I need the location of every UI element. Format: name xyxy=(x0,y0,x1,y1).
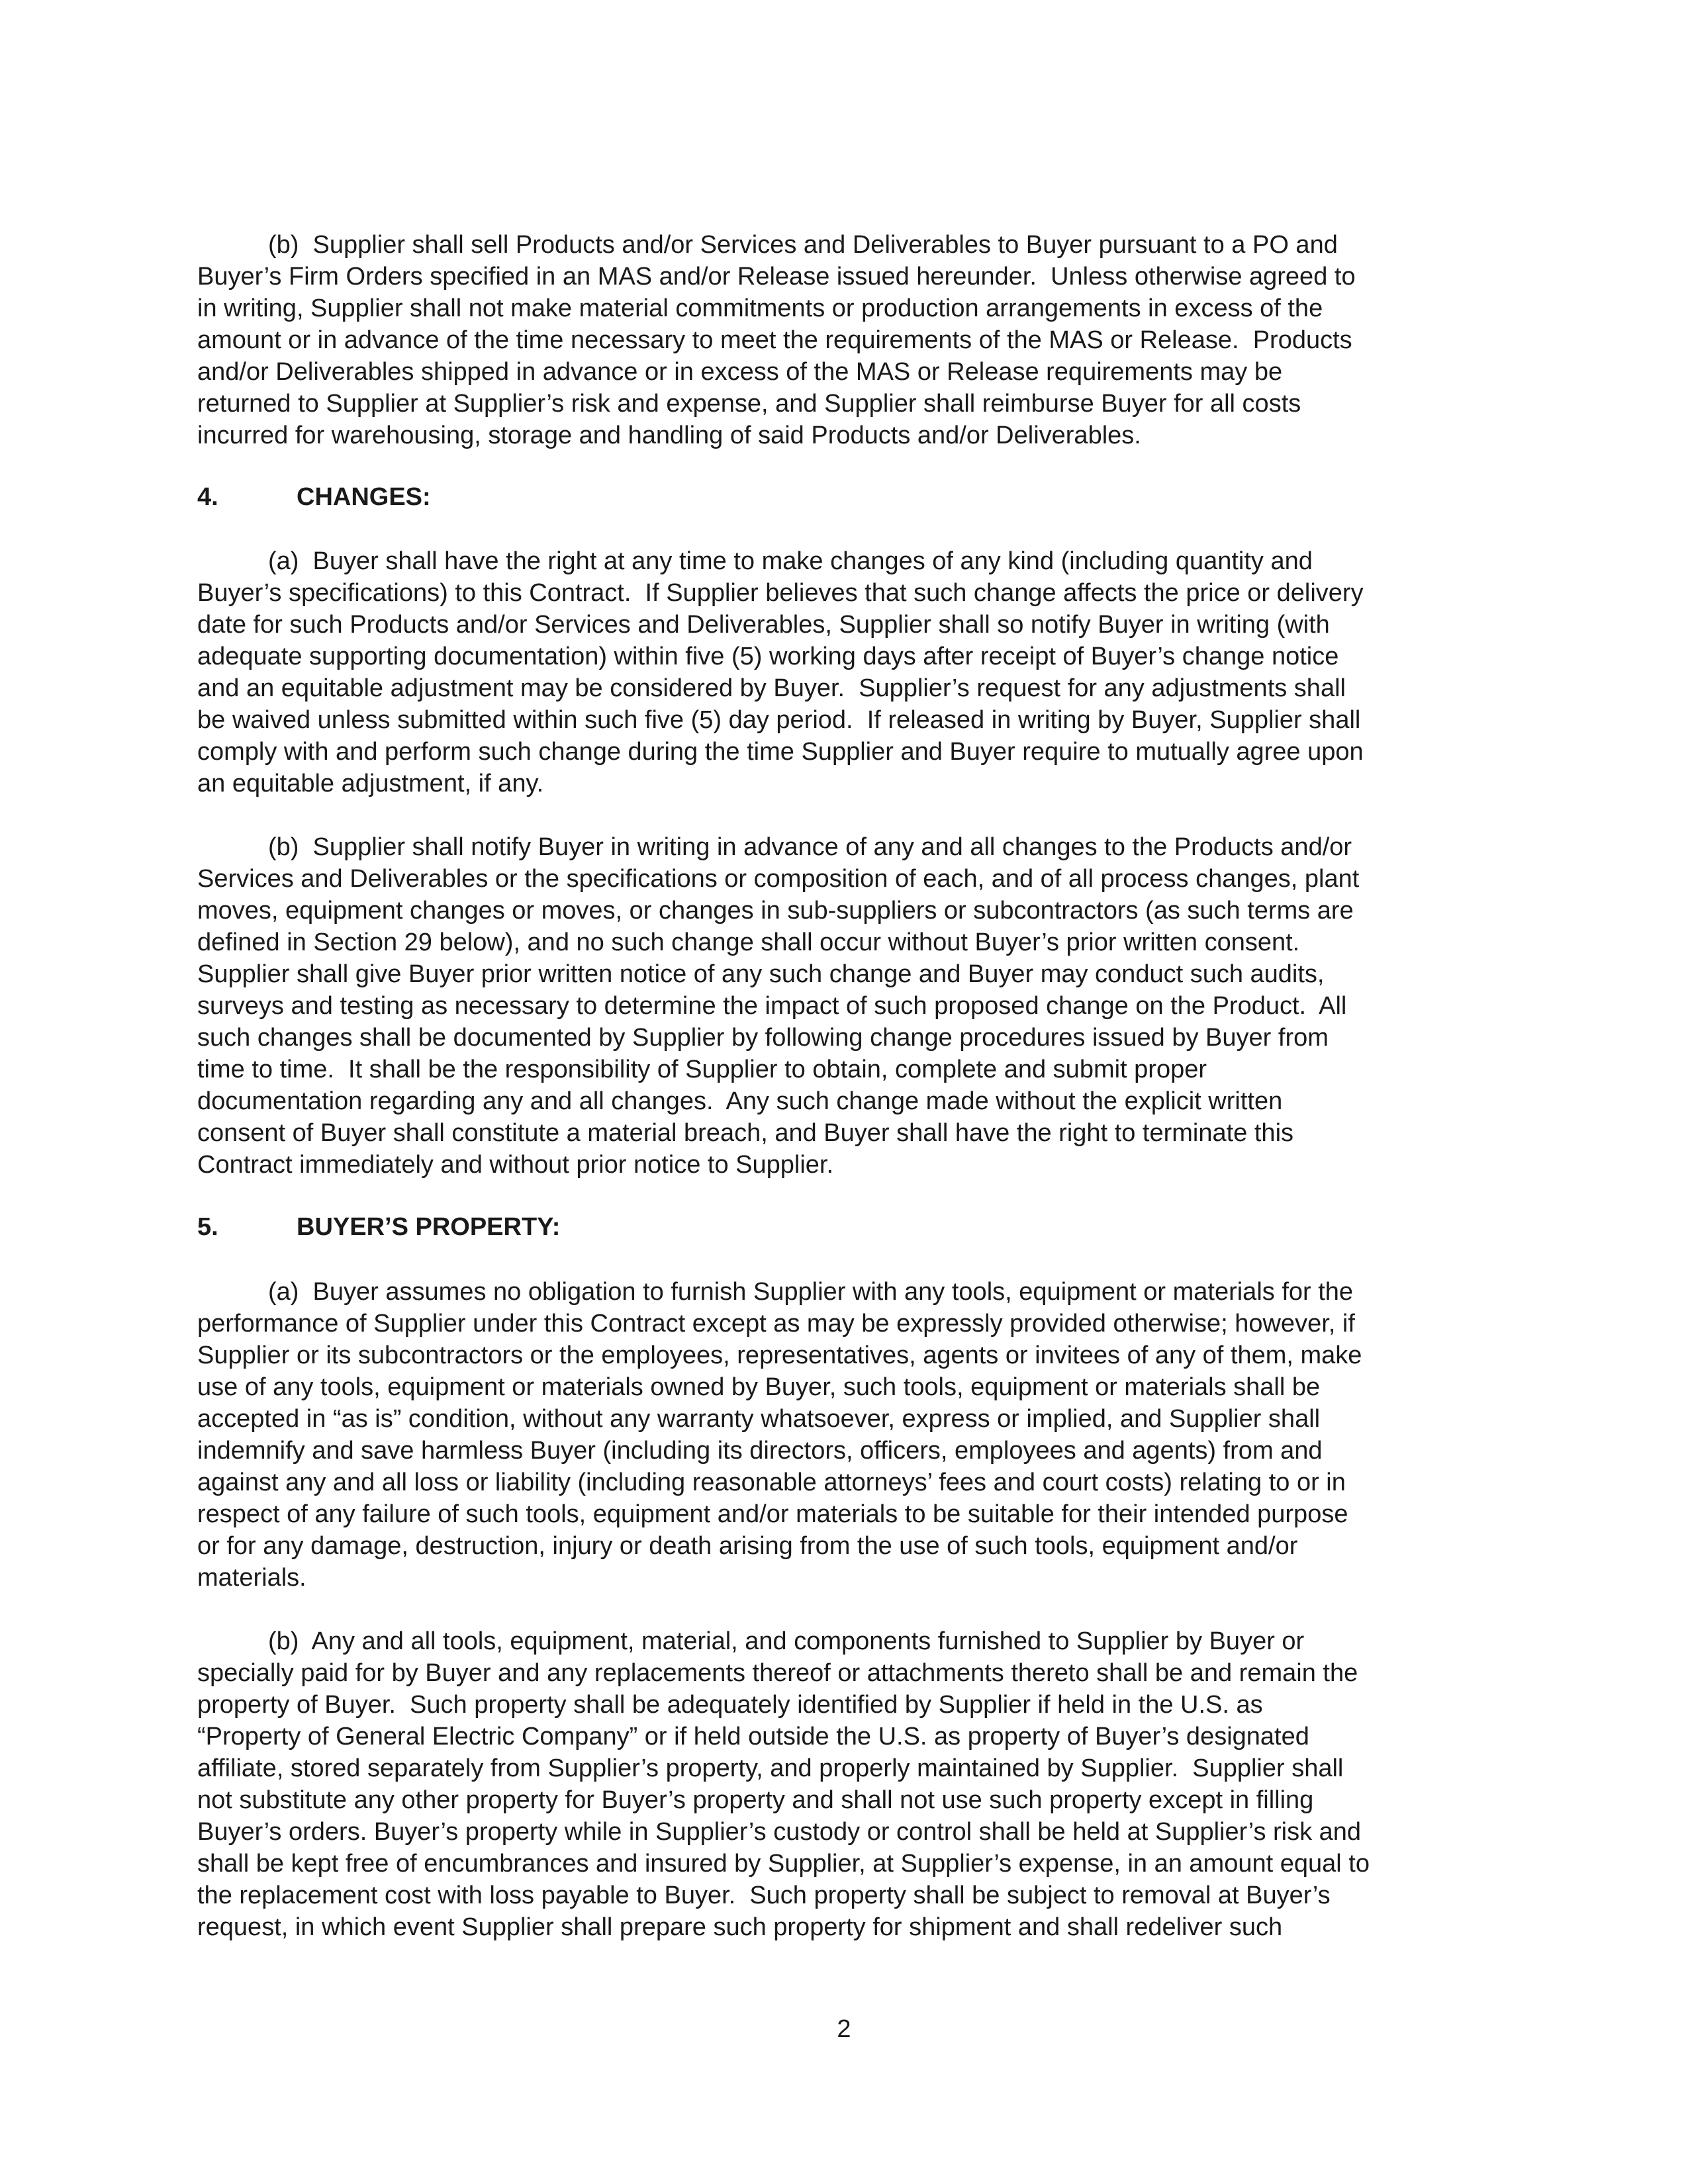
paragraph-line: (a) Buyer shall have the right at any time to make changes of any kind (including quantity and xyxy=(268,547,1313,575)
paragraph-line: comply with and perform such change during the time Supplier and Buyer require to mutually agree upon xyxy=(197,738,1364,766)
paragraph-line: (b) Supplier shall notify Buyer in writing in advance of any and all changes to the Products and/or xyxy=(268,833,1352,861)
paragraph-line: indemnify and save harmless Buyer (including its directors, officers, employees and agents) from and xyxy=(197,1437,1323,1465)
paragraph-line: (a) Buyer assumes no obligation to furnish Supplier with any tools, equipment or materials for the xyxy=(268,1278,1354,1306)
paragraph-line: moves, equipment changes or moves, or changes in sub-suppliers or subcontractors (as such terms are xyxy=(197,897,1354,925)
paragraph-line: returned to Supplier at Supplier’s risk and expense, and Supplier shall reimburse Buyer for all costs xyxy=(197,390,1301,418)
paragraph-line: defined in Section 29 below), and no such change shall occur without Buyer’s prior written consent. xyxy=(197,929,1300,956)
paragraph-line: affiliate, stored separately from Supplier’s property, and properly maintained by Supplier. Supplier shall xyxy=(197,1754,1344,1782)
paragraph-line: performance of Supplier under this Contract except as may be expressly provided otherwise; however, if xyxy=(197,1310,1355,1338)
paragraph-line: date for such Products and/or Services and Deliverables, Supplier shall so notify Buyer in writing (with xyxy=(197,611,1330,639)
paragraph-line: use of any tools, equipment or materials owned by Buyer, such tools, equipment or materials shall be xyxy=(197,1373,1321,1401)
page-number: 2 xyxy=(837,2015,851,2043)
paragraph-line: or for any damage, destruction, injury or death arising from the use of such tools, equipment and/or xyxy=(197,1532,1298,1560)
paragraph-line: materials. xyxy=(197,1564,306,1592)
paragraph-line: shall be kept free of encumbrances and insured by Supplier, at Supplier’s expense, in an amount equal to xyxy=(197,1850,1370,1878)
paragraph-line: against any and all loss or liability (including reasonable attorneys’ fees and court costs) relating to or in xyxy=(197,1469,1346,1496)
paragraph-line: Buyer’s Firm Orders specified in an MAS and/or Release issued hereunder. Unless otherwise agreed to xyxy=(197,263,1356,291)
paragraph-line: in writing, Supplier shall not make material commitments or production arrangements in excess of the xyxy=(197,295,1323,322)
paragraph-line: “Property of General Electric Company” or if held outside the U.S. as property of Buyer’s designated xyxy=(197,1723,1309,1751)
section-number: 4. xyxy=(197,483,218,511)
paragraph-line: the replacement cost with loss payable to Buyer. Such property shall be subject to removal at Buyer’s xyxy=(197,1882,1331,1909)
paragraph-line: property of Buyer. Such property shall be adequately identified by Supplier if held in the U.S. as xyxy=(197,1691,1263,1719)
paragraph-line: consent of Buyer shall constitute a material breach, and Buyer shall have the right to terminate this xyxy=(197,1119,1294,1147)
section-5-heading xyxy=(197,1211,560,1243)
paragraph-line: and/or Deliverables shipped in advance or in excess of the MAS or Release requirements may be xyxy=(197,358,1283,386)
paragraph-line: Supplier shall give Buyer prior written notice of any such change and Buyer may conduct such audits, xyxy=(197,960,1325,988)
paragraph-line: adequate supporting documentation) within five (5) working days after receipt of Buyer’s change notice xyxy=(197,643,1339,670)
paragraph-line: (b) Supplier shall sell Products and/or Services and Deliverables to Buyer pursuant to a PO and xyxy=(268,231,1338,259)
paragraph-line: an equitable adjustment, if any. xyxy=(197,770,544,797)
section-title: BUYER’S PROPERTY: xyxy=(297,1213,561,1241)
paragraph-line: be waived unless submitted within such five (5) day period. If released in writing by Buyer, Supplier shall xyxy=(197,706,1361,734)
paragraph-line: Contract immediately and without prior notice to Supplier. xyxy=(197,1151,834,1179)
paragraph-line: request, in which event Supplier shall prepare such property for shipment and shall redeliver such xyxy=(197,1913,1283,1941)
paragraph-line: respect of any failure of such tools, equipment and/or materials to be suitable for their intended purpose xyxy=(197,1500,1348,1528)
section-4-heading xyxy=(197,481,431,513)
paragraph-line: Supplier or its subcontractors or the employees, representatives, agents or invitees of any of them, make xyxy=(197,1342,1362,1369)
paragraph-line: Buyer’s orders. Buyer’s property while in Supplier’s custody or control shall be held at Supplier’s risk and xyxy=(197,1818,1362,1846)
paragraph-line: incurred for warehousing, storage and handling of said Products and/or Deliverables. xyxy=(197,422,1141,449)
paragraph-line: surveys and testing as necessary to determine the impact of such proposed change on the Product. All xyxy=(197,992,1347,1020)
paragraph-line: and an equitable adjustment may be considered by Buyer. Supplier’s request for any adjustments shall xyxy=(197,674,1346,702)
paragraph-line: Services and Deliverables or the specifications or composition of each, and of all process changes, plant xyxy=(197,865,1360,893)
paragraph-line: amount or in advance of the time necessary to meet the requirements of the MAS or Release. Products xyxy=(197,326,1352,354)
paragraph-line: time to time. It shall be the responsibility of Supplier to obtain, complete and submit proper xyxy=(197,1056,1207,1083)
paragraph-line: (b) Any and all tools, equipment, material, and components furnished to Supplier by Buyer or xyxy=(268,1627,1305,1655)
section-number: 5. xyxy=(197,1213,218,1241)
paragraph-line: specially paid for by Buyer and any replacements thereof or attachments thereto shall be and remain the xyxy=(197,1659,1358,1687)
paragraph-line: documentation regarding any and all changes. Any such change made without the explicit written xyxy=(197,1087,1283,1115)
section-title: CHANGES: xyxy=(297,483,431,511)
paragraph-line: not substitute any other property for Buyer’s property and shall not use such property except in filling xyxy=(197,1786,1314,1814)
paragraph-line: accepted in “as is” condition, without any warranty whatsoever, express or implied, and Supplier shall xyxy=(197,1405,1321,1433)
paragraph-line: Buyer’s specifications) to this Contract. If Supplier believes that such change affects the price or delivery xyxy=(197,579,1364,607)
paragraph-line: such changes shall be documented by Supplier by following change procedures issued by Buyer from xyxy=(197,1024,1329,1052)
